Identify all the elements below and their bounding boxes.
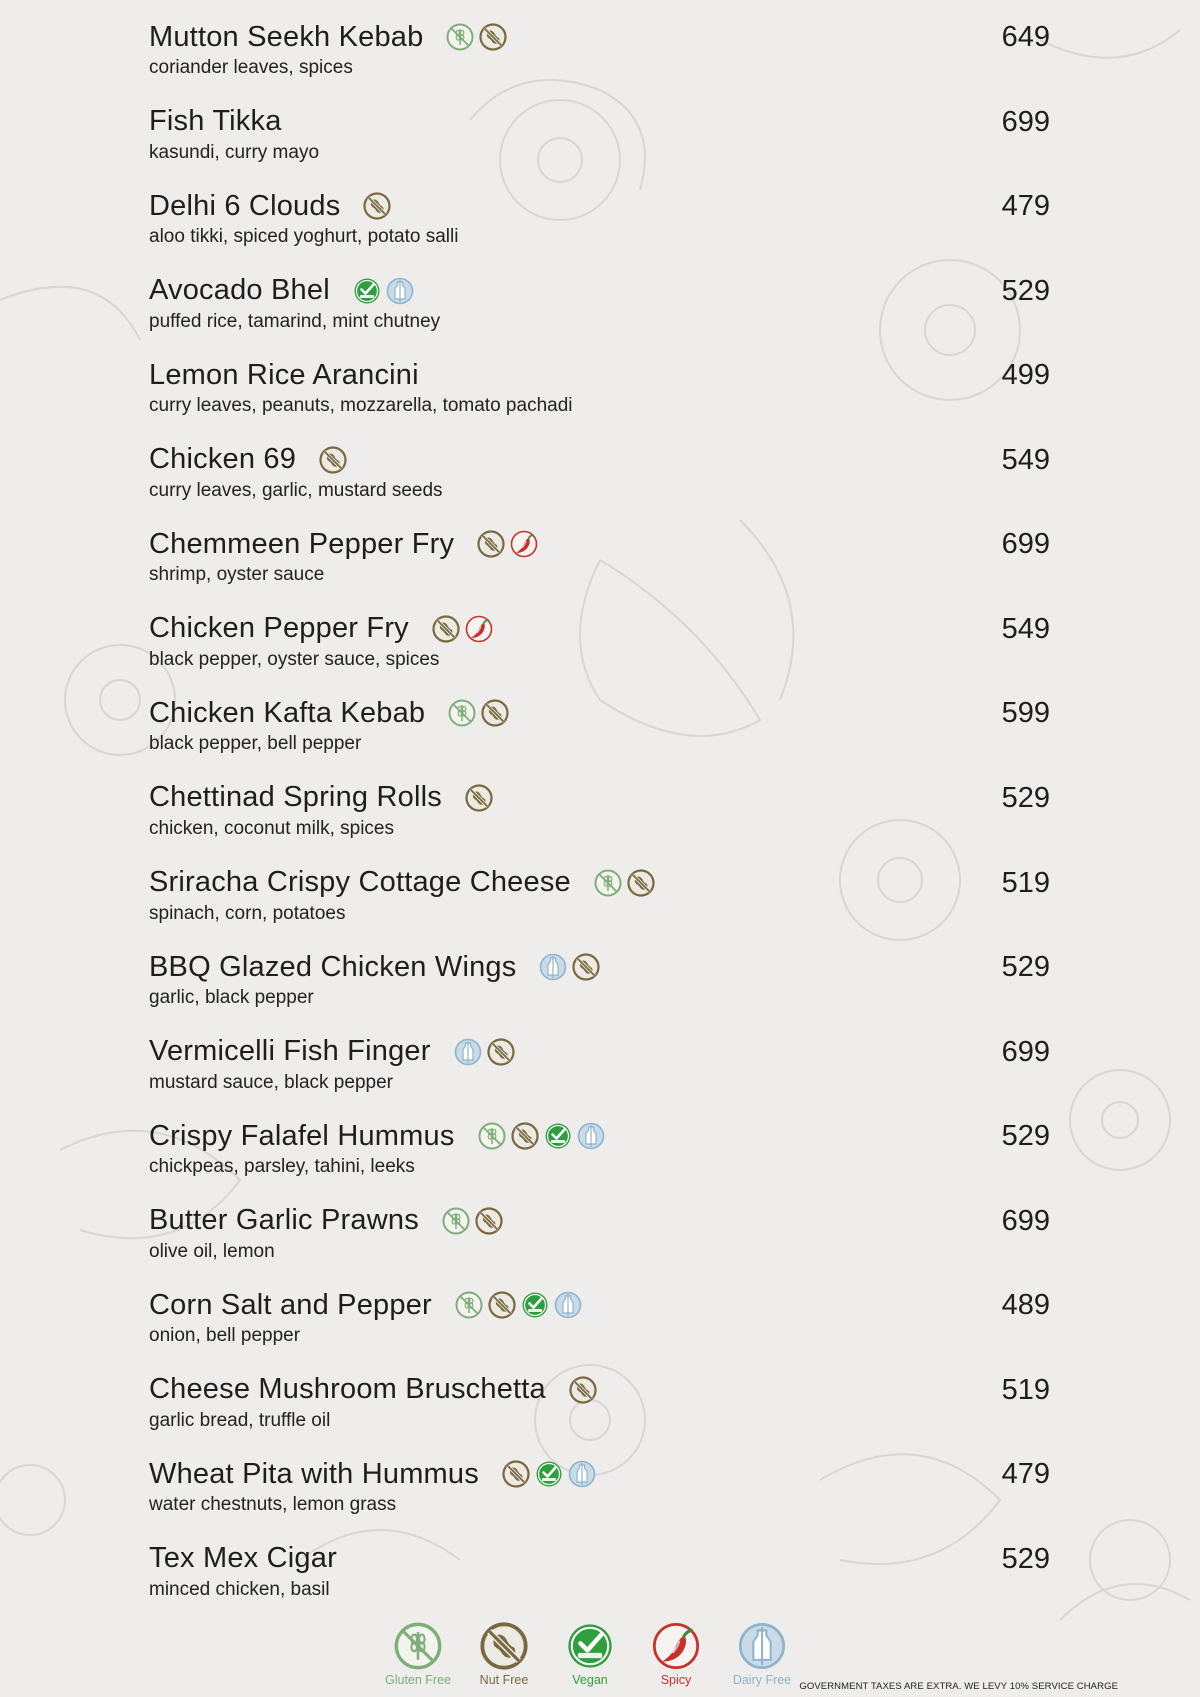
menu-item-price: 479 <box>1001 190 1050 223</box>
menu-item-price: 529 <box>1001 781 1050 814</box>
gluten-free-icon <box>445 22 475 52</box>
menu-item-name-row <box>149 440 348 480</box>
nut-free-icon <box>431 614 461 644</box>
nut-free-icon <box>486 1037 516 1067</box>
nut-free-icon <box>318 445 348 475</box>
nut-free-icon <box>478 22 508 52</box>
menu-item-name-row <box>149 863 656 903</box>
menu-item-name: Tex Mex Cigar <box>149 1542 337 1575</box>
menu-item-name-row <box>149 778 494 818</box>
menu-item <box>149 1539 1050 1619</box>
dietary-icons <box>454 1290 583 1320</box>
menu-item-name: Lemon Rice Arancini <box>149 358 419 391</box>
menu-item-name-row <box>149 693 510 733</box>
spicy-icon <box>464 614 494 644</box>
menu-item <box>149 1116 1050 1196</box>
menu-item-price: 529 <box>1001 1120 1050 1153</box>
menu-item <box>149 1285 1050 1365</box>
dairy-free-icon <box>576 1121 606 1151</box>
menu-item-price: 649 <box>1001 21 1050 53</box>
menu-item-name-row <box>149 947 601 987</box>
vegan-icon <box>564 1620 616 1672</box>
gluten-free-icon <box>593 868 623 898</box>
menu-item <box>149 1201 1050 1281</box>
dairy-free-icon <box>453 1037 483 1067</box>
nut-free-icon <box>478 1620 530 1672</box>
tax-footnote: GOVERNMENT TAXES ARE EXTRA. WE LEVY 10% SERVICE CHARGE <box>799 1681 1118 1692</box>
menu-item-description: chickpeas, parsley, tahini, leeks <box>149 1156 415 1178</box>
menu-item-description: mustard sauce, black pepper <box>149 1071 393 1093</box>
menu-item <box>149 102 1050 182</box>
menu-item-name: Avocado Bhel <box>149 274 330 307</box>
menu-item-name: Mutton Seekh Kebab <box>149 20 424 53</box>
dietary-icons <box>447 698 510 728</box>
dietary-icons <box>464 783 494 813</box>
menu-item-description: olive oil, lemon <box>149 1240 275 1262</box>
dietary-icons <box>431 614 494 644</box>
menu-item-description: water chestnuts, lemon grass <box>149 1494 397 1516</box>
menu-item-name: Butter Garlic Prawns <box>149 1204 419 1237</box>
vegan-icon <box>352 276 382 306</box>
menu-item-description: coriander leaves, spices <box>149 57 353 78</box>
menu-item-name: Corn Salt and Pepper <box>149 1288 432 1321</box>
menu-item-price: 479 <box>1001 1458 1050 1491</box>
menu-item <box>149 1454 1050 1534</box>
menu-item-description: garlic bread, truffle oil <box>149 1409 331 1431</box>
menu-item <box>149 524 1050 604</box>
vegan-icon <box>534 1459 564 1489</box>
vegan-icon <box>520 1290 550 1320</box>
dietary-icons <box>362 191 392 221</box>
legend-label: Vegan <box>572 1673 608 1687</box>
menu-item-description: black pepper, oyster sauce, spices <box>149 648 440 670</box>
dairy-free-icon <box>567 1459 597 1489</box>
legend-item-vegan <box>562 1620 618 1687</box>
menu-item-name-row <box>149 524 539 564</box>
menu-item <box>149 355 1050 435</box>
gluten-free-icon <box>447 698 477 728</box>
legend-label: Nut Free <box>479 1673 529 1687</box>
nut-free-icon <box>362 191 392 221</box>
menu-item-description: chicken, coconut milk, spices <box>149 817 394 839</box>
menu-item <box>149 609 1050 689</box>
vegan-icon <box>543 1121 573 1151</box>
menu-item <box>149 186 1050 266</box>
gluten-free-icon <box>454 1290 484 1320</box>
menu-item-name: Crispy Falafel Hummus <box>149 1119 455 1152</box>
menu-item-name: Delhi 6 Clouds <box>149 189 341 222</box>
menu-item-price: 599 <box>1001 697 1050 730</box>
menu-item-name-row <box>149 271 415 311</box>
menu-item-price: 699 <box>1001 528 1050 561</box>
menu-item-price: 529 <box>1001 1542 1050 1575</box>
dietary-icons <box>538 952 601 982</box>
legend-label: Gluten Free <box>385 1673 452 1687</box>
menu-item-name: Chemmeen Pepper Fry <box>149 527 455 560</box>
menu-item-name: Chicken 69 <box>149 443 297 476</box>
menu-item-description: spinach, corn, potatoes <box>149 902 346 924</box>
menu-item <box>149 271 1050 351</box>
nut-free-icon <box>501 1459 531 1489</box>
menu-item-price: 699 <box>1001 1035 1050 1068</box>
nut-free-icon <box>626 868 656 898</box>
dairy-free-icon <box>736 1620 788 1672</box>
menu-item-name-row <box>149 1032 516 1072</box>
menu-item-price: 499 <box>1001 359 1050 392</box>
gluten-free-icon <box>392 1620 444 1672</box>
menu-item-price: 519 <box>1001 1373 1050 1406</box>
legend-label: Spicy <box>660 1673 692 1687</box>
menu-item-description: aloo tikki, spiced yoghurt, potato salli <box>149 226 459 248</box>
gluten-free-icon <box>441 1206 471 1236</box>
dietary-icons <box>352 276 415 306</box>
menu-item-name-row <box>149 1201 504 1241</box>
menu-item-price: 549 <box>1001 612 1050 645</box>
menu-item-name-row <box>149 1285 583 1325</box>
menu-item-description: curry leaves, garlic, mustard seeds <box>149 479 443 501</box>
menu-item-price: 549 <box>1001 443 1050 476</box>
dietary-icons <box>445 22 508 52</box>
legend-item-spicy <box>648 1620 704 1687</box>
dairy-free-icon <box>553 1290 583 1320</box>
menu-item <box>149 778 1050 858</box>
menu-item-price: 699 <box>1001 105 1050 138</box>
nut-free-icon <box>571 952 601 982</box>
menu-item-name: Wheat Pita with Hummus <box>149 1457 479 1490</box>
dietary-icons <box>476 529 539 559</box>
spicy-icon <box>509 529 539 559</box>
menu-item <box>149 17 1050 97</box>
menu-item-name-row <box>149 1370 598 1410</box>
menu-item-name-row <box>149 355 419 395</box>
legend-item-dairy-free <box>734 1620 790 1687</box>
dietary-legend <box>385 1620 792 1687</box>
menu-item <box>149 1370 1050 1450</box>
dietary-icons <box>318 445 348 475</box>
menu-item-name-row <box>149 1116 606 1156</box>
menu-item-name-row <box>149 186 392 226</box>
menu-item-price: 529 <box>1001 951 1050 984</box>
nut-free-icon <box>474 1206 504 1236</box>
nut-free-icon <box>480 698 510 728</box>
gluten-free-icon <box>477 1121 507 1151</box>
menu-item <box>149 1032 1050 1112</box>
menu-item-price: 489 <box>1001 1289 1050 1322</box>
nut-free-icon <box>476 529 506 559</box>
menu-item-name: Sriracha Crispy Cottage Cheese <box>149 866 571 898</box>
nut-free-icon <box>487 1290 517 1320</box>
nut-free-icon <box>464 783 494 813</box>
dietary-icons <box>441 1206 504 1236</box>
dietary-icons <box>453 1037 516 1067</box>
dietary-icons <box>593 868 656 898</box>
menu-item-description: kasundi, curry mayo <box>149 141 320 163</box>
menu-item-name-row <box>149 102 282 142</box>
menu-item <box>149 863 1050 943</box>
dairy-free-icon <box>385 276 415 306</box>
menu-item-name: BBQ Glazed Chicken Wings <box>149 950 517 983</box>
nut-free-icon <box>510 1121 540 1151</box>
menu-item-name: Chicken Kafta Kebab <box>149 696 426 729</box>
legend-item-nut-free <box>476 1620 532 1687</box>
menu-item-description: curry leaves, peanuts, mozzarella, tomato pachadi <box>149 395 573 417</box>
menu-item <box>149 440 1050 520</box>
menu-item-price: 699 <box>1001 1204 1050 1237</box>
menu-item <box>149 947 1050 1027</box>
legend-label: Dairy Free <box>732 1673 792 1687</box>
dietary-icons <box>568 1375 598 1405</box>
menu-item-name: Chettinad Spring Rolls <box>149 781 442 814</box>
menu-item-name-row <box>149 17 508 57</box>
menu-item-name: Fish Tikka <box>149 105 282 138</box>
spicy-icon <box>650 1620 702 1672</box>
menu-item-price: 529 <box>1001 274 1050 307</box>
dairy-free-icon <box>538 952 568 982</box>
menu-item-description: onion, bell pepper <box>149 1325 301 1347</box>
menu-item-price: 519 <box>1001 866 1050 899</box>
menu-item <box>149 693 1050 773</box>
menu-item-description: black pepper, bell pepper <box>149 733 362 755</box>
menu-item-name: Chicken Pepper Fry <box>149 612 409 645</box>
dietary-icons <box>477 1121 606 1151</box>
menu-item-description: minced chicken, basil <box>149 1578 330 1600</box>
menu-item-name-row <box>149 609 494 649</box>
legend-item-gluten-free <box>385 1620 452 1687</box>
nut-free-icon <box>568 1375 598 1405</box>
menu-item-description: puffed rice, tamarind, mint chutney <box>149 310 441 332</box>
dietary-icons <box>501 1459 597 1489</box>
menu-item-name: Cheese Mushroom Bruschetta <box>149 1373 546 1406</box>
menu-item-description: garlic, black pepper <box>149 987 314 1009</box>
menu-item-description: shrimp, oyster sauce <box>149 564 325 586</box>
menu-item-name-row <box>149 1539 337 1579</box>
menu-item-name-row <box>149 1454 597 1494</box>
menu-item-name: Vermicelli Fish Finger <box>149 1035 431 1068</box>
